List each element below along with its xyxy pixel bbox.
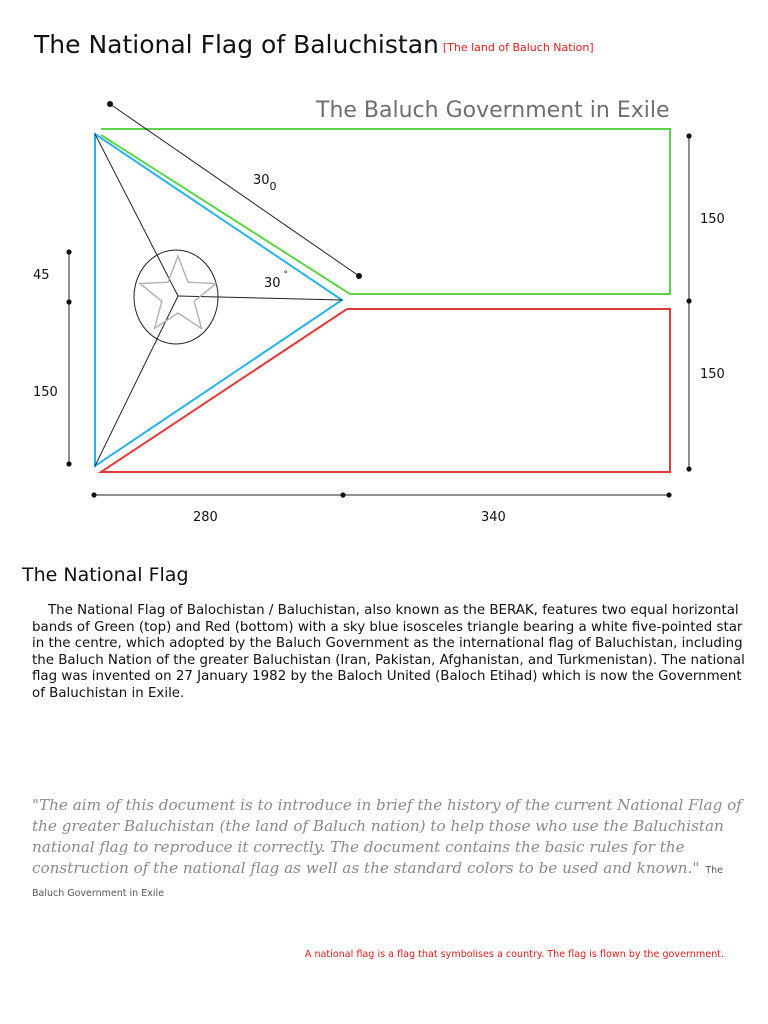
dimension-dot — [66, 249, 71, 254]
construction-line-centre — [178, 296, 342, 300]
aim-quote — [32, 795, 744, 904]
dim-label-bottom-left: 280 — [193, 510, 218, 525]
title-subtitle: [The land of Baluch Nation] — [442, 41, 594, 54]
green-band-outline — [101, 129, 670, 294]
dimension-dot — [666, 492, 671, 497]
dimension-dot — [340, 492, 345, 497]
dim-label-right-bottom: 150 — [700, 367, 725, 382]
angle-dot-start — [107, 101, 113, 107]
dim-label-right-top: 150 — [700, 212, 725, 227]
dimension-dot — [686, 133, 691, 138]
dimension-dot — [91, 492, 96, 497]
dimension-dot — [66, 299, 71, 304]
dimension-dot — [686, 298, 691, 303]
dim-label-bottom-right: 340 — [481, 510, 506, 525]
dimension-dot — [686, 466, 691, 471]
dim-label-left-bottom: 150 — [33, 385, 58, 400]
angle-label-mid: 30° — [264, 270, 289, 291]
footnote: A national flag is a flag that symbolises a country. The flag is flown by the government. — [304, 949, 724, 960]
red-band-outline — [101, 309, 670, 472]
government-heading: The Baluch Government in Exile — [316, 98, 670, 123]
quote-text: "The aim of this document is to introduce in brief the history of the current National Flag of the greater Baluchistan (the land of Baluch nation) to help those who use the Baluchistan national flag to reproduce it correctly. The document contains the basic rules for the construction of the national flag as well as the standard colors to be used and known." — [32, 796, 742, 877]
title-text: The National Flag of Baluchistan — [34, 30, 439, 59]
angle-label-top: $30_0$ — [253, 173, 277, 193]
dimension-dot — [66, 461, 71, 466]
angle-dot-end — [356, 273, 362, 279]
quote-attribution: The Baluch Government in Exile — [32, 865, 724, 899]
flag-description: The National Flag of Balochistan / Baluchistan, also known as the BERAK, features two equal horizontal bands of Green (top) and Red (bottom) with a sky blue isosceles triangle bearing a white five-pointed star in the centre, which adopted by the Baluch Government as the international flag of Baluchistan, including the Baluch Nation of the greater Baluchistan (Iran, Pakistan, Afghanistan, and Turkmenistan). The national flag was invented on 27 January 1982 by the Baloch United (Baloch Etihad) which is now the Government of Baluchistan in Exile. — [32, 603, 745, 701]
star-shape — [140, 256, 216, 328]
section-title: The National Flag — [22, 564, 189, 586]
blue-triangle-outline — [95, 134, 342, 466]
dim-label-left-top: 45 — [33, 268, 50, 283]
